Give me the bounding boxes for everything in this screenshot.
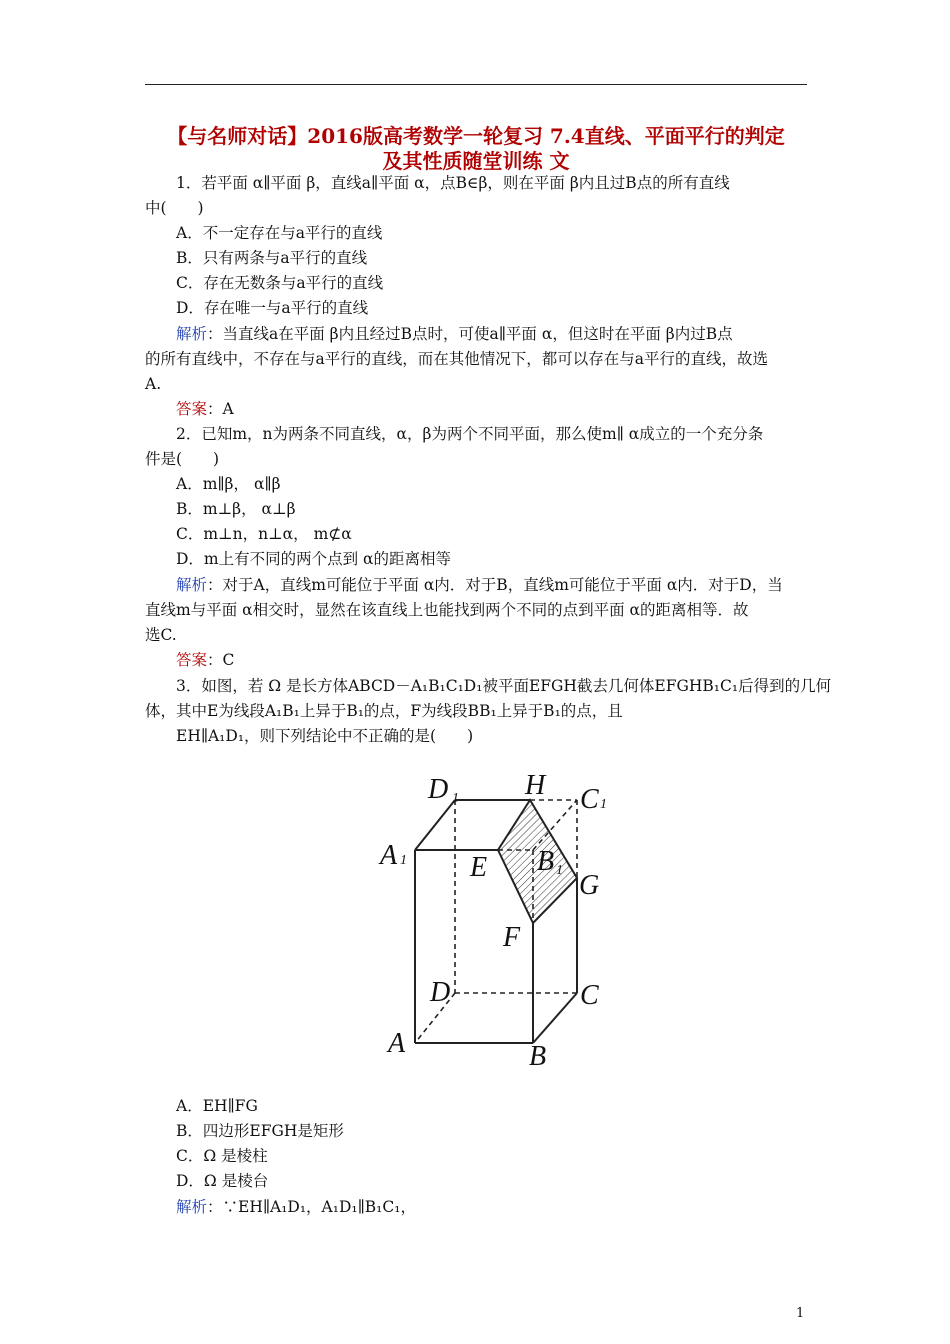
q3-analysis	[176, 1197, 416, 1217]
analysis-label: 解析	[176, 1198, 208, 1216]
edge-a1d1	[415, 800, 455, 850]
analysis-label: 解析	[176, 576, 208, 594]
q1-stem-cont: 中( )	[145, 199, 204, 217]
q1-option-b: B．只有两条与a平行的直线	[176, 249, 368, 267]
q3-stem-end: EH∥A₁D₁，则下列结论中不正确的是( )	[176, 727, 474, 745]
q1-option-a: A．不一定存在与a平行的直线	[176, 224, 383, 242]
q1-analysis-end: A.	[145, 375, 162, 393]
q2-stem-cont: 件是( )	[145, 450, 220, 468]
q3-option-b: B．四边形EFGH是矩形	[176, 1122, 344, 1140]
label-d1-sub: 1	[452, 791, 459, 806]
label-c: C	[580, 980, 599, 1011]
document-title-line2: 及其性质随堂训练 文	[382, 149, 570, 173]
label-f: F	[503, 922, 521, 953]
label-b1: B	[537, 846, 555, 877]
q1-answer	[176, 399, 234, 419]
header-rule	[145, 84, 807, 85]
q2-analysis-text: ：对于A，直线m可能位于平面 α内．对于B，直线m可能位于平面 α内．对于D，当	[207, 576, 783, 594]
q1-analysis-text: ：当直线a在平面 β内且经过B点时，可使a∥平面 α，但这时在平面 β内过B点	[207, 325, 733, 343]
label-b1-sub: 1	[556, 863, 563, 878]
document-title-line1: 【与名师对话】2016版高考数学一轮复习 7.4直线、平面平行的判定	[167, 124, 785, 148]
q1-stem: 1．若平面 α∥平面 β，直线a∥平面 α，点B∈β，则在平面 β内且过B点的所有直线	[176, 174, 730, 192]
q3-option-a: A．EH∥FG	[176, 1097, 258, 1115]
cuboid-figure	[370, 768, 620, 1082]
label-e: E	[470, 852, 488, 883]
label-c1: C	[580, 784, 599, 815]
q2-answer	[176, 650, 234, 670]
q1-option-d: D．存在唯一与a平行的直线	[176, 299, 369, 317]
q3-option-c: C．Ω 是棱柱	[176, 1147, 268, 1165]
q2-analysis-end: 选C.	[145, 626, 177, 644]
label-b: B	[529, 1041, 547, 1072]
q2-analysis	[176, 575, 783, 595]
label-a1-sub: 1	[400, 853, 407, 868]
q2-option-b: B．m⊥β， α⊥β	[176, 500, 296, 518]
q1-analysis	[176, 324, 733, 344]
q3-stem-cont: 体，其中E为线段A₁B₁上异于B₁的点，F为线段BB₁上异于B₁的点，且	[145, 702, 623, 720]
q1-answer-text: ：A	[207, 400, 234, 418]
label-a: A	[388, 1028, 406, 1059]
q2-option-a: A．m∥β， α∥β	[176, 475, 281, 493]
label-d: D	[430, 977, 451, 1008]
q3-stem: 3．如图，若 Ω 是长方体ABCD－A₁B₁C₁D₁被平面EFGH截去几何体EFGHB₁C₁后得到的几何	[176, 677, 832, 695]
label-g: G	[579, 870, 600, 901]
q2-option-d: D．m上有不同的两个点到 α的距离相等	[176, 550, 452, 568]
q2-analysis-cont: 直线m与平面 α相交时，显然在该直线上也能找到两个不同的点到平面 α的距离相等．故	[145, 601, 749, 619]
answer-label: 答案	[176, 400, 208, 418]
edge-bc	[533, 993, 577, 1043]
answer-label: 答案	[176, 651, 208, 669]
q2-stem: 2．已知m，n为两条不同直线，α，β为两个不同平面，那么使m∥ α成立的一个充分条	[176, 425, 764, 443]
cuboid-diagram	[370, 768, 620, 1078]
label-c1-sub: 1	[600, 797, 607, 812]
page-number: 1	[796, 1306, 805, 1321]
q1-analysis-cont: 的所有直线中，不存在与a平行的直线，而在其他情况下，都可以存在与a平行的直线，故选	[145, 350, 768, 368]
q2-answer-text: ：C	[207, 651, 235, 669]
analysis-label: 解析	[176, 325, 208, 343]
q3-analysis-text: ：∵EH∥A₁D₁，A₁D₁∥B₁C₁，	[207, 1198, 416, 1216]
q2-option-c: C．m⊥n，n⊥α， m⊄α	[176, 525, 352, 543]
q3-option-d: D．Ω 是棱台	[176, 1172, 269, 1190]
label-d1: D	[428, 774, 449, 805]
q1-option-c: C．存在无数条与a平行的直线	[176, 274, 384, 292]
label-a1: A	[380, 840, 398, 871]
label-h: H	[525, 770, 546, 801]
